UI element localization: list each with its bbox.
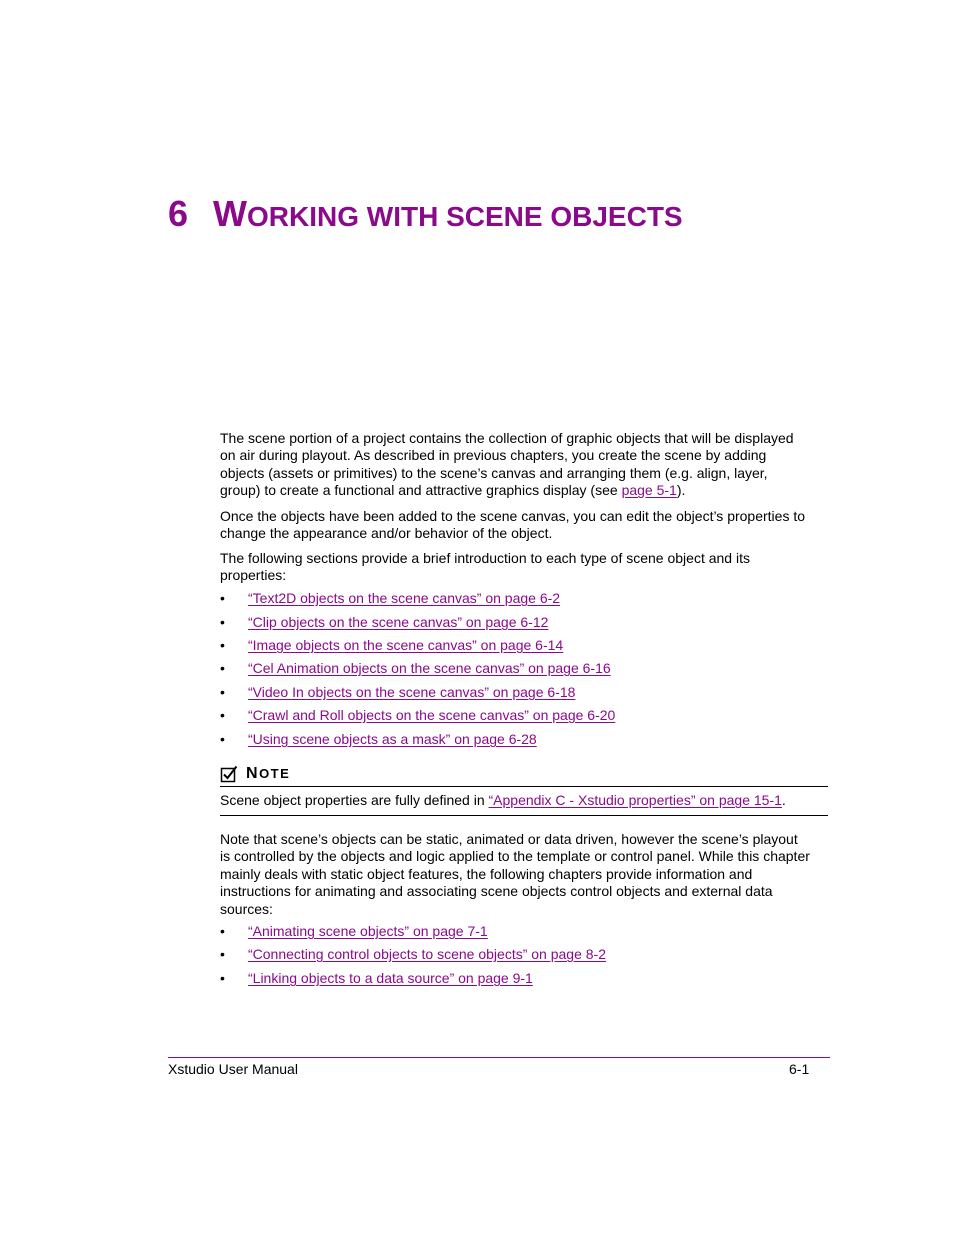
checkbox-check-icon (220, 765, 238, 783)
list-item (220, 684, 575, 701)
chapter-number: 6 (168, 193, 189, 234)
outro-paragraph: Note that scene’s objects can be static, animated or data driven, however the scene’s playout is controlled by the objects and logic applied to the template or control panel. While this chapter mainly deals with static object features, the following chapters provide information and instructions for animating and associating scene objects control objects and external data sources: (220, 831, 810, 917)
list-item (220, 946, 606, 963)
clip-objects-link[interactable]: “Clip objects on the scene canvas” on page 6-12 (248, 614, 549, 630)
cel-animation-objects-link[interactable]: “Cel Animation objects on the scene canvas” on page 6-16 (248, 660, 611, 676)
note-header (220, 764, 828, 787)
list-item (220, 923, 488, 940)
video-in-objects-link[interactable]: “Video In objects on the scene canvas” on page 6-18 (248, 684, 576, 700)
bullet-dot: • (220, 970, 225, 986)
chapter-title (168, 193, 683, 235)
list-item (220, 614, 548, 631)
intro-paragraph-1 (220, 430, 810, 500)
mask-objects-link[interactable]: “Using scene objects as a mask” on page 6-28 (248, 731, 537, 747)
list-item (220, 707, 615, 724)
text2d-objects-link[interactable]: “Text2D objects on the scene canvas” on page 6-2 (248, 590, 561, 606)
note-divider (220, 815, 828, 816)
note-label-cap: N (246, 765, 260, 782)
bullet-dot: • (220, 614, 225, 630)
connecting-control-objects-link[interactable]: “Connecting control objects to scene objects” on page 8-2 (248, 946, 606, 962)
footer-page-number: 6-1 (789, 1061, 810, 1077)
list-item (220, 660, 611, 677)
note-label (246, 765, 290, 783)
list-item (220, 970, 533, 987)
bullet-dot: • (220, 707, 225, 723)
list-item (220, 637, 563, 654)
bullet-dot: • (220, 660, 225, 676)
appendix-c-link[interactable]: “Appendix C - Xstudio properties” on page 15-1 (488, 792, 782, 808)
note-text-start: Scene object properties are fully defined in (220, 792, 489, 808)
note-label-rest: OTE (259, 766, 291, 781)
intro-paragraph-3: The following sections provide a brief introduction to each type of scene object and its properties: (220, 550, 750, 584)
linking-data-source-link[interactable]: “Linking objects to a data source” on page 9-1 (248, 970, 533, 986)
bullet-dot: • (220, 923, 225, 939)
note-text-end: . (781, 792, 786, 808)
chapter-title-rest: ORKING WITH SCENE OBJECTS (247, 201, 683, 232)
page-5-1-link[interactable]: page 5-1 (621, 482, 677, 499)
list-item (220, 731, 537, 748)
chapter-title-cap: W (213, 193, 248, 234)
footer-manual-title: Xstudio User Manual (168, 1061, 298, 1077)
image-objects-link[interactable]: “Image objects on the scene canvas” on page 6-14 (248, 637, 564, 653)
intro-p1-text: The scene portion of a project contains the collection of graphic objects that will be displayed on air during playout. As described in previous chapters, you create the scene by adding objects (assets or primitives) to the scene’s canvas and arranging them (e.g. align, layer, group) to create a functional and attractive graphics display (see (220, 430, 794, 499)
bullet-dot: • (220, 946, 225, 962)
bullet-dot: • (220, 731, 225, 747)
note-text (220, 792, 786, 808)
bullet-dot: • (220, 637, 225, 653)
animating-scene-objects-link[interactable]: “Animating scene objects” on page 7-1 (248, 923, 488, 939)
bullet-dot: • (220, 684, 225, 700)
footer-divider (168, 1057, 830, 1058)
list-item (220, 590, 560, 607)
intro-p1-end: ). (676, 482, 686, 499)
crawl-roll-objects-link[interactable]: “Crawl and Roll objects on the scene canvas” on page 6-20 (248, 707, 616, 723)
intro-paragraph-2: Once the objects have been added to the scene canvas, you can edit the object’s properties to change the appearance and/or behavior of the object. (220, 508, 806, 542)
bullet-dot: • (220, 590, 225, 606)
